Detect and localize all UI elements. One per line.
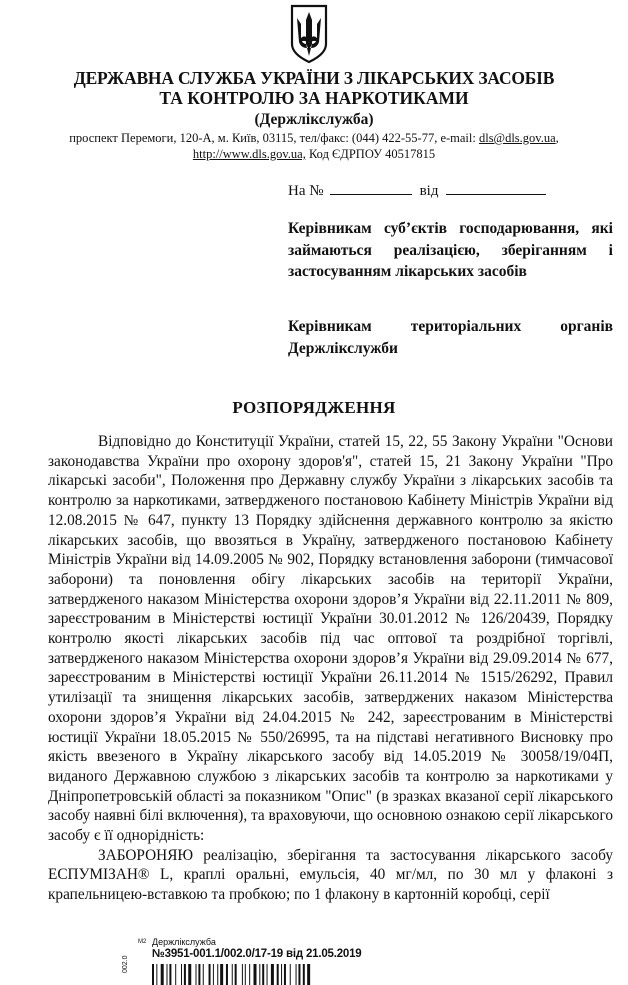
- barcode-bar: [281, 964, 282, 985]
- barcode-bar: [169, 964, 171, 985]
- barcode-bar: [167, 964, 168, 985]
- barcode-bar: [220, 964, 223, 985]
- body-paragraph: ЗАБОРОНЯЮ реалізацію, зберігання та застосування лікарського засобу ЕСПУМІЗАН® L, краплі оральні, емульсія, 40 мг/мл, по 30 мл у флаконі з крапельницею-вставкою та пробкою; по 1 флакону в картонній коробці, серії: [48, 846, 613, 904]
- barcode-bar: [213, 964, 214, 985]
- email-suffix: ,: [555, 131, 559, 145]
- addressee-business-entities: Керівникам суб’єктів господарювання, які займаються реалізацією, зберіганням і застосуванням лікарських засобів: [288, 220, 613, 280]
- addressee-territorial-bodies: Керівникам територіальних органів Держлікслужби: [288, 318, 613, 357]
- website-link[interactable]: http://www.dls.gov.ua,: [192, 147, 306, 161]
- registration-stamp: [118, 935, 398, 985]
- barcode-bar: [209, 964, 211, 985]
- stamp-side-code: 002.0: [122, 955, 129, 973]
- barcode-bar: [232, 964, 233, 985]
- barcode-bar: [249, 964, 250, 985]
- email-link[interactable]: dls@dls.gov.ua: [478, 131, 556, 145]
- barcode-bar: [284, 964, 286, 985]
- body-paragraph: Відповідно до Конституції України, статей 15, 22, 55 Закону України "Основи законодавства України про охорону здоров'я", статей 15, 21 Закону України "Про лікарські засоби", Положення про Державну службу України з лікарських засобів та контролю за наркотиками, затвердженого постановою Кабінету Міністрів України від 12.08.2015 № 647, пункту 13 Порядку здійснення державного контролю за якістю лікарських засобів, що ввозяться в Україну, затвердженого постановою Кабінету Міністрів України від 14.09.2005 № 902, Порядку встановлення заборони (тимчасової заборони) та поновлення обігу лікарських засобів на території України, затвердженого наказом Міністерства охорони здоров’я України від 22.11.2011 № 809, зареєстрованим в Міністерстві юстиції України 30.01.2012 № 126/20439, Порядку контролю якості лікарських засобів під час оптової та роздрібної торгівлі, затвердженого наказом Міністерства охорони здоров’я України від 29.09.2014 № 677, зареєстрованим в Міністерстві юстиції України 26.11.2014 № 1515/26292, Правил утилізації та знищення лікарських засобів, затверджених наказом Міністерства охорони здоров’я України від 24.04.2015 № 242, зареєстрованим в Міністерстві юстиції України 18.05.2015 № 550/26995, та на підставі негативного Висновку про якість ввезеного в Україну лікарського засобу від 14.05.2019 № 30058/19/04П, виданого Державною службою з лікарських засобів та контролю за наркотиками у Дніпропетровській області за показником "Опис" (в зразках вказаної серії лікарського засобу наявні білі включення), та враховуючи, що основною ознакою серії лікарського засобу є її однорідність:: [48, 433, 613, 845]
- barcode-bar: [271, 964, 274, 985]
- organization-address: [0, 131, 628, 146]
- barcode-bar: [242, 964, 243, 985]
- edrpou-code: Код ЄДРПОУ 40517815: [305, 147, 436, 161]
- reference-number-label: На №: [288, 183, 324, 199]
- barcode-bar: [226, 964, 228, 985]
- barcode-bar: [259, 964, 260, 985]
- barcode-icon: [152, 964, 348, 985]
- stamp-organization: Держлікслужба: [152, 937, 216, 947]
- barcode-bar: [203, 964, 204, 985]
- barcode-bar: [217, 964, 218, 985]
- ukraine-trident-emblem-icon: [289, 4, 329, 64]
- reference-date-label: від: [419, 183, 439, 199]
- barcode-bar: [156, 964, 157, 985]
- barcode-bar: [254, 964, 257, 985]
- organization-name-line2: ТА КОНТРОЛЮ ЗА НАРКОТИКАМИ: [159, 88, 469, 108]
- barcode-bar: [303, 964, 305, 985]
- barcode-bar: [262, 964, 264, 985]
- barcode-bar: [175, 964, 176, 985]
- barcode-bar: [277, 964, 279, 985]
- barcode-bar: [188, 964, 191, 985]
- barcode-bar: [184, 964, 186, 985]
- barcode-bar: [245, 964, 246, 985]
- barcode-bar: [198, 964, 200, 985]
- barcode-bar: [298, 964, 300, 985]
- document-title: РОЗПОРЯДЖЕННЯ: [232, 398, 396, 417]
- stamp-registration-number: №3951-001.1/002.0/17-19 від 21.05.2019: [152, 948, 362, 960]
- reference-date-blank: [446, 180, 546, 195]
- organization-name-line1: ДЕРЖАВНА СЛУЖБА УКРАЇНИ З ЛІКАРСЬКИХ ЗАСОБІВ: [73, 68, 555, 88]
- stamp-mark: М2: [138, 939, 147, 945]
- barcode-bar: [307, 964, 310, 985]
- barcode-bar: [296, 964, 297, 985]
- organization-short-name: (Держлікслужба): [254, 111, 374, 128]
- barcode-bar: [196, 964, 197, 985]
- address-text: проспект Перемоги, 120-А, м. Київ, 03115, тел/факс: (044) 422-55-77, e-mail:: [69, 131, 479, 145]
- barcode-bar: [267, 964, 268, 985]
- barcode-bar: [235, 964, 237, 985]
- document-body: [48, 432, 613, 905]
- barcode-bar: [161, 964, 164, 985]
- barcode-bar: [152, 964, 154, 985]
- reference-number-blank: [330, 180, 412, 195]
- reference-line: [288, 180, 546, 200]
- barcode-bar: [290, 964, 291, 985]
- barcode-bar: [181, 964, 182, 985]
- organization-contacts: [0, 147, 628, 162]
